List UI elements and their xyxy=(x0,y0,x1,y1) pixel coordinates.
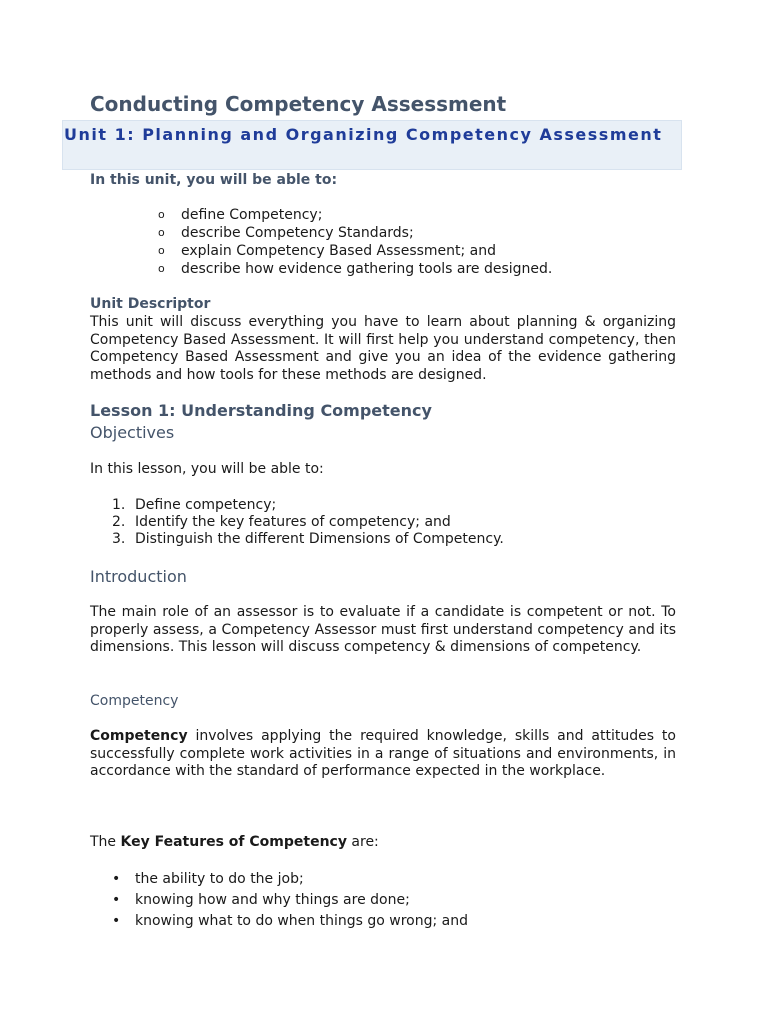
competency-definition xyxy=(90,728,676,781)
competency-heading: Competency xyxy=(90,693,179,709)
unit-heading: Unit 1: Planning and Organizing Competency Assessment xyxy=(64,125,663,144)
key-features-suffix: are: xyxy=(346,834,379,850)
list-item xyxy=(90,242,552,260)
objectives-heading: Objectives xyxy=(90,423,175,442)
list-item xyxy=(90,206,552,224)
bullet-icon: • xyxy=(112,871,121,887)
list-item xyxy=(90,224,552,242)
introduction-heading: Introduction xyxy=(90,567,187,586)
list-item xyxy=(90,514,504,531)
key-feature-text: knowing what to do when things go wrong; and xyxy=(135,913,468,929)
unit-descriptor-text: This unit will discuss everything you have to learn about planning & organizing Competency Based Assessment. It will first help you understand competency, then Competency Based Assessment and give you an idea of the evidence gathering methods and how tools for these methods are designed. xyxy=(90,314,676,383)
lesson-objective-text: Identify the key features of competency; and xyxy=(135,514,451,530)
key-features-intro xyxy=(90,834,379,850)
introduction-text: The main role of an assessor is to evaluate if a candidate is competent or not. To properly assess, a Competency Assessor must first understand competency and its dimensions. This lesson will discuss competency & dimensions of competency. xyxy=(90,604,676,655)
unit-objective-text: describe Competency Standards; xyxy=(181,225,414,241)
unit-objective-text: explain Competency Based Assessment; and xyxy=(181,243,497,259)
key-features-prefix: The xyxy=(90,834,121,850)
key-features-term: Key Features of Competency xyxy=(120,834,347,850)
circle-bullet-icon: o xyxy=(158,262,165,275)
lesson-objectives-list xyxy=(90,497,504,548)
circle-bullet-icon: o xyxy=(158,208,165,221)
lesson-intro: In this lesson, you will be able to: xyxy=(90,461,324,477)
list-number: 1. xyxy=(112,497,126,513)
circle-bullet-icon: o xyxy=(158,226,165,239)
lesson-objective-text: Define competency; xyxy=(135,497,277,513)
bullet-icon: • xyxy=(112,892,121,908)
unit-objectives-list xyxy=(90,206,552,278)
list-item xyxy=(90,531,504,548)
unit-descriptor-title: Unit Descriptor xyxy=(90,296,211,312)
list-number: 2. xyxy=(112,514,126,530)
list-item xyxy=(90,260,552,278)
unit-intro: In this unit, you will be able to: xyxy=(90,172,338,188)
list-item xyxy=(90,890,468,911)
list-item xyxy=(90,497,504,514)
circle-bullet-icon: o xyxy=(158,244,165,257)
document-title: Conducting Competency Assessment xyxy=(90,92,507,116)
key-features-list xyxy=(90,869,468,932)
unit-objective-text: define Competency; xyxy=(181,207,323,223)
list-number: 3. xyxy=(112,531,126,547)
key-feature-text: the ability to do the job; xyxy=(135,871,304,887)
lesson-objective-text: Distinguish the different Dimensions of Competency. xyxy=(135,531,504,547)
competency-term: Competency xyxy=(90,728,188,744)
list-item xyxy=(90,869,468,890)
key-feature-text: knowing how and why things are done; xyxy=(135,892,410,908)
bullet-icon: • xyxy=(112,913,121,929)
competency-definition-text: involves applying the required knowledge, skills and attitudes to successfully complete work activities in a range of situations and environments, in accordance with the standard of performance expected in the workplace. xyxy=(90,728,676,779)
unit-objective-text: describe how evidence gathering tools are designed. xyxy=(181,261,553,277)
lesson-title: Lesson 1: Understanding Competency xyxy=(90,401,432,420)
list-item xyxy=(90,911,468,932)
